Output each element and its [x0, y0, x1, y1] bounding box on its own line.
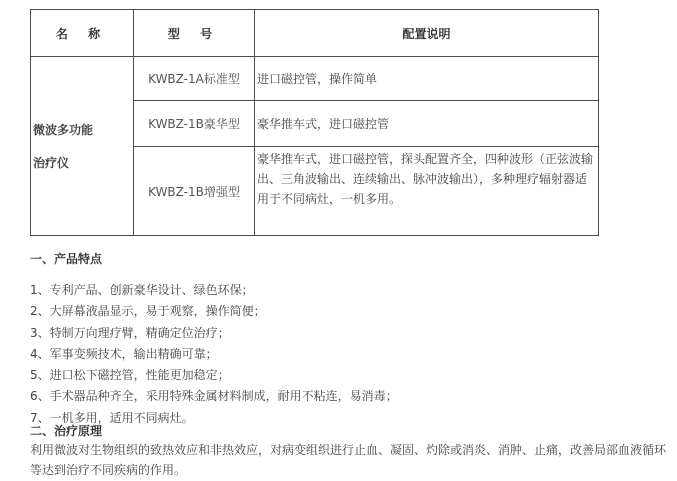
features-title: 一、产品特点: [30, 252, 103, 266]
principle-title: 二、治疗原理: [30, 424, 103, 438]
feature-item: 2、大屏幕液晶显示，易于观察，操作简便；: [30, 304, 266, 319]
header-config: 配置说明: [255, 10, 599, 57]
config-cell: 豪华推车式，进口磁控管: [255, 101, 599, 147]
config-cell: 进口磁控管，操作简单: [255, 57, 599, 101]
model-cell: KWBZ-1B豪华型: [134, 101, 255, 147]
table-row: [31, 57, 599, 101]
feature-item: 1、专利产品、创新豪华设计、绿色环保；: [30, 283, 254, 297]
header-model: 型 号: [134, 10, 255, 57]
feature-item: 4、军事变频技术，输出精确可靠；: [30, 346, 218, 361]
feature-item: 3、特制万向理疗臂，精确定位治疗；: [30, 325, 230, 340]
feature-item: 6、手术器品种齐全，采用特殊金属材料制成，耐用不粘连，易消毒；: [30, 389, 398, 404]
model-cell: KWBZ-1B增强型: [134, 147, 255, 236]
feature-item: 5、进口松下磁控管，性能更加稳定；: [30, 368, 230, 383]
principle-text: 利用微波对生物组织的致热效应和非热效应，对病变组织进行止血、凝固、灼除或消炎、消肿、止痛，改善局部血液循环等达到治疗不同疾病的作用。: [30, 443, 667, 477]
product-name-line: 治疗仪: [33, 155, 70, 170]
model-cell: KWBZ-1A标准型: [134, 57, 255, 101]
product-name-cell: [31, 57, 134, 236]
feature-list: [30, 280, 398, 429]
table-header-row: [31, 10, 599, 57]
header-name: 名 称: [31, 10, 134, 57]
product-spec-table: [30, 9, 599, 236]
feature-item: 7、一机多用，适用不同病灶。: [30, 410, 194, 425]
product-name-line: 微波多功能: [33, 122, 94, 137]
config-cell: 豪华推车式，进口磁控管，探头配置齐全，四种波形（正弦波输出、三角波输出、连续输出、脉冲波输出），多种理疗辐射器适用于不同病灶，一机多用。: [255, 147, 599, 236]
